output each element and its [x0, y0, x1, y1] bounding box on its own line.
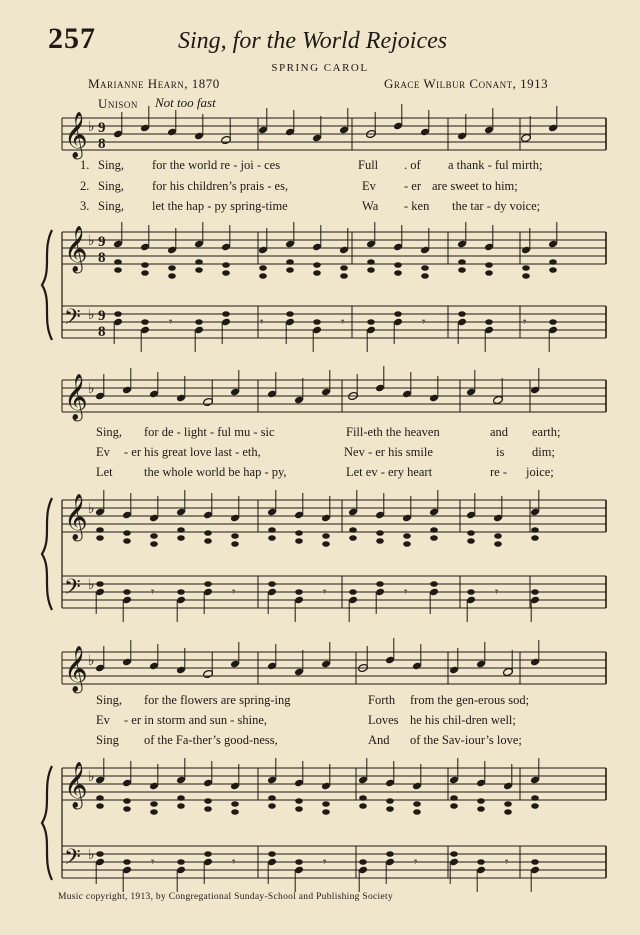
treble-clef-icon: 𝄞	[64, 226, 88, 272]
piano-brace	[42, 498, 52, 610]
note-head	[531, 527, 539, 533]
lyric-syllable: Sing,	[98, 199, 125, 213]
treble-clef-icon: 𝄞	[64, 112, 88, 158]
piano-brace	[42, 766, 52, 880]
note-head	[421, 273, 429, 279]
note-head	[394, 262, 402, 268]
note-head	[177, 527, 185, 533]
note-head	[295, 589, 303, 595]
lyric-syllable: for his children’s prais - es,	[152, 179, 289, 193]
note-head	[177, 589, 185, 595]
note-head	[485, 262, 493, 268]
note-head	[458, 311, 466, 317]
note-head	[522, 265, 530, 271]
note-head	[531, 795, 539, 801]
note-head	[467, 530, 475, 536]
note-head	[268, 803, 276, 809]
lyric-syllable: re -	[490, 465, 507, 479]
lyric-syllable: Ev	[96, 713, 110, 727]
lyric-syllable: are sweet to him;	[432, 179, 518, 193]
note-head	[150, 809, 158, 815]
rest-icon: 𝄾	[151, 585, 155, 600]
bass-clef-icon: 𝄢	[64, 305, 81, 335]
note-head	[286, 267, 294, 273]
note-head	[204, 538, 212, 544]
note-head	[313, 270, 321, 276]
note-head	[430, 527, 438, 533]
note-head	[376, 538, 384, 544]
note-head	[177, 535, 185, 541]
tune-name: SPRING CAROL	[271, 62, 369, 74]
flat-sign-icon: ♭	[88, 307, 95, 323]
note-head	[340, 265, 348, 271]
note-head	[386, 851, 394, 857]
rest-icon: 𝄾	[341, 315, 345, 330]
note-head	[96, 851, 104, 857]
lyric-syllable: for de - light - ful mu - sic	[144, 425, 275, 439]
note-head	[413, 801, 421, 807]
note-head	[477, 859, 485, 865]
composer-credit: Grace Wilbur Conant, 1913	[384, 76, 549, 91]
note-head	[322, 801, 330, 807]
lyric-syllable: And	[368, 733, 390, 747]
note-head	[322, 541, 330, 547]
note-head	[340, 273, 348, 279]
note-head	[376, 581, 384, 587]
flat-sign-icon: ♭	[88, 381, 95, 397]
lyric-syllable: Fill-eth the heaven	[346, 425, 440, 439]
treble-clef-icon: 𝄞	[64, 494, 88, 540]
note-head	[313, 319, 321, 325]
lyric-syllable: Nev - er his smile	[344, 445, 433, 459]
lyric-syllable: he his chil-dren well;	[410, 713, 516, 727]
note-head	[268, 795, 276, 801]
lyric-syllable: Sing	[96, 733, 119, 747]
lyric-syllable: - ken	[404, 199, 430, 213]
note-head	[450, 803, 458, 809]
note-head	[477, 806, 485, 812]
note-head	[549, 259, 557, 265]
treble-clef-icon: 𝄞	[64, 374, 88, 420]
note-head	[458, 259, 466, 265]
lyric-syllable: of the Sav-iour’s love;	[410, 733, 522, 747]
note-head	[531, 859, 539, 865]
lyric-syllable: for the world re - joi - ces	[152, 158, 281, 172]
note-head	[268, 527, 276, 533]
note-head	[231, 809, 239, 815]
note-head	[421, 265, 429, 271]
note-head	[413, 809, 421, 815]
flat-sign-icon: ♭	[88, 577, 95, 593]
note-head	[313, 262, 321, 268]
note-head	[204, 581, 212, 587]
note-head	[222, 262, 230, 268]
note-head	[177, 859, 185, 865]
note-head	[96, 795, 104, 801]
note-head	[430, 535, 438, 541]
note-head	[195, 267, 203, 273]
flat-sign-icon: ♭	[88, 233, 95, 249]
note-head	[359, 795, 367, 801]
flat-sign-icon: ♭	[88, 119, 95, 135]
note-head	[485, 270, 493, 276]
note-head	[96, 803, 104, 809]
note-head	[467, 589, 475, 595]
note-head	[96, 581, 104, 587]
note-head	[222, 270, 230, 276]
note-head	[114, 267, 122, 273]
lyric-syllable: Sing,	[98, 179, 125, 193]
note-head	[268, 851, 276, 857]
note-head	[150, 533, 158, 539]
note-head	[195, 319, 203, 325]
note-head	[123, 538, 131, 544]
note-head	[123, 859, 131, 865]
note-head	[295, 859, 303, 865]
note-head	[504, 809, 512, 815]
lyric-syllable: Sing,	[98, 158, 125, 172]
note-head	[367, 319, 375, 325]
note-head	[295, 530, 303, 536]
note-head	[450, 795, 458, 801]
rest-icon: 𝄾	[404, 585, 408, 600]
note-head	[450, 851, 458, 857]
note-head	[141, 270, 149, 276]
note-head	[522, 273, 530, 279]
flat-sign-icon: ♭	[88, 847, 95, 863]
lyric-syllable: for the flowers are spring-ing	[144, 693, 291, 707]
note-head	[394, 311, 402, 317]
note-head	[295, 538, 303, 544]
lyric-syllable: from the gen-erous sod;	[410, 693, 530, 707]
note-head	[531, 535, 539, 541]
voicing-label: Unison	[98, 96, 138, 111]
note-head	[549, 267, 557, 273]
lyric-syllable: the tar - dy voice;	[452, 199, 541, 213]
note-head	[322, 533, 330, 539]
tempo-marking: Not too fast	[155, 95, 216, 110]
note-head	[150, 801, 158, 807]
note-head	[123, 798, 131, 804]
lyric-syllable: - er in storm and sun - shine,	[124, 713, 268, 727]
lyric-syllable: Wa	[362, 199, 379, 213]
bass-clef-icon: 𝄢	[64, 575, 81, 605]
note-head	[322, 809, 330, 815]
lyric-syllable: is	[496, 445, 505, 459]
lyric-syllable: Let	[96, 465, 113, 479]
note-head	[204, 798, 212, 804]
note-head	[494, 533, 502, 539]
hymn-number: 257	[48, 22, 96, 55]
note-head	[177, 795, 185, 801]
lyric-syllable: - er his great love last - eth,	[124, 445, 261, 459]
note-head	[494, 541, 502, 547]
rest-icon: 𝄾	[505, 855, 509, 870]
lyric-syllable: the whole world be hap - py,	[144, 465, 287, 479]
note-head	[222, 311, 230, 317]
copyright-notice: Music copyright, 1913, by Congregational Sunday-School and Publishing Society	[58, 892, 393, 902]
lyric-syllable: joice;	[526, 465, 554, 479]
lyric-syllable: - er	[404, 179, 421, 193]
note-head	[96, 527, 104, 533]
verse-number: 3.	[80, 199, 90, 213]
note-head	[123, 530, 131, 536]
lyric-syllable: Sing,	[96, 693, 123, 707]
note-head	[231, 541, 239, 547]
note-head	[286, 311, 294, 317]
note-head	[259, 273, 267, 279]
lyric-syllable: and	[490, 425, 509, 439]
note-head	[268, 581, 276, 587]
note-head	[231, 801, 239, 807]
note-head	[531, 803, 539, 809]
lyric-syllable: . of	[404, 158, 421, 172]
rest-icon: 𝄾	[495, 585, 499, 600]
note-head	[177, 803, 185, 809]
lyric-syllable: Ev	[362, 179, 376, 193]
note-head	[386, 798, 394, 804]
time-signature-bottom: 8	[98, 136, 106, 152]
note-head	[168, 265, 176, 271]
time-signature-top: 9	[98, 308, 106, 324]
rest-icon: 𝄾	[523, 315, 527, 330]
rest-icon: 𝄾	[323, 585, 327, 600]
note-head	[367, 267, 375, 273]
lyric-syllable: a thank - ful mirth;	[448, 158, 543, 172]
note-head	[123, 806, 131, 812]
lyric-syllable: Forth	[368, 693, 396, 707]
rest-icon: 𝄾	[260, 315, 264, 330]
flat-sign-icon: ♭	[88, 501, 95, 517]
flat-sign-icon: ♭	[88, 653, 95, 669]
hymn-title: Sing, for the World Rejoices	[178, 28, 448, 54]
rest-icon: 𝄾	[169, 315, 173, 330]
rest-icon: 𝄾	[323, 855, 327, 870]
note-head	[141, 262, 149, 268]
time-signature-top: 9	[98, 120, 106, 136]
treble-clef-icon: 𝄞	[64, 762, 88, 808]
piano-brace	[42, 230, 52, 340]
lyric-syllable: of the Fa-ther’s good-ness,	[144, 733, 278, 747]
time-signature-bottom: 8	[98, 324, 106, 340]
note-head	[458, 267, 466, 273]
note-head	[430, 581, 438, 587]
lyric-syllable: Sing,	[96, 425, 123, 439]
note-head	[195, 259, 203, 265]
treble-clef-icon: 𝄞	[64, 646, 88, 692]
note-head	[386, 806, 394, 812]
note-head	[403, 533, 411, 539]
note-head	[231, 533, 239, 539]
lyric-syllable: let the hap - py spring-time	[152, 199, 288, 213]
note-head	[349, 535, 357, 541]
note-head	[549, 319, 557, 325]
note-head	[268, 535, 276, 541]
note-head	[204, 806, 212, 812]
rest-icon: 𝄾	[232, 585, 236, 600]
note-head	[286, 259, 294, 265]
note-head	[531, 589, 539, 595]
note-head	[168, 273, 176, 279]
bass-clef-icon: 𝄢	[64, 845, 81, 875]
note-head	[367, 259, 375, 265]
note-head	[504, 801, 512, 807]
rest-icon: 𝄾	[232, 855, 236, 870]
note-head	[141, 319, 149, 325]
note-head	[123, 589, 131, 595]
rest-icon: 𝄾	[414, 855, 418, 870]
lyric-syllable: Let ev - ery heart	[346, 465, 433, 479]
rest-icon: 𝄾	[422, 315, 426, 330]
note-head	[295, 798, 303, 804]
note-head	[467, 538, 475, 544]
verse-number: 1.	[80, 158, 90, 172]
lyric-syllable: dim;	[532, 445, 555, 459]
flat-sign-icon: ♭	[88, 769, 95, 785]
note-head	[114, 259, 122, 265]
lyric-syllable: earth;	[532, 425, 561, 439]
author-credit: Marianne Hearn, 1870	[88, 76, 220, 91]
lyric-syllable: Loves	[368, 713, 399, 727]
note-head	[349, 589, 357, 595]
verse-number: 2.	[80, 179, 90, 193]
lyric-syllable: Full	[358, 158, 379, 172]
note-head	[359, 803, 367, 809]
note-head	[259, 265, 267, 271]
time-signature-bottom: 8	[98, 250, 106, 266]
note-head	[477, 798, 485, 804]
note-head	[359, 859, 367, 865]
note-head	[376, 530, 384, 536]
rest-icon: 𝄾	[151, 855, 155, 870]
note-head	[349, 527, 357, 533]
note-head	[394, 270, 402, 276]
lyric-syllable: Ev	[96, 445, 110, 459]
note-head	[485, 319, 493, 325]
note-head	[96, 535, 104, 541]
note-head	[295, 806, 303, 812]
time-signature-top: 9	[98, 234, 106, 250]
note-head	[403, 541, 411, 547]
note-head	[204, 851, 212, 857]
note-head	[150, 541, 158, 547]
note-head	[204, 530, 212, 536]
note-head	[114, 311, 122, 317]
